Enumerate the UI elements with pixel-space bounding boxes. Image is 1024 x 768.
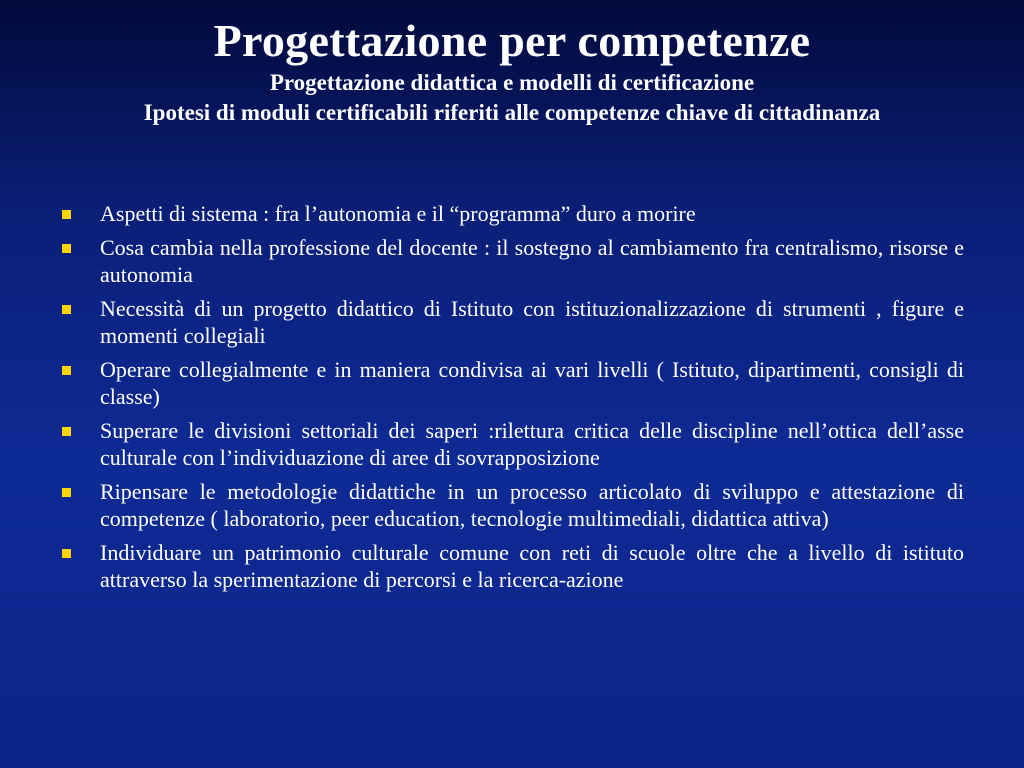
bullet-text: Ripensare le metodologie didattiche in un processo articolato di sviluppo e attestazione di competenze ( laboratorio, peer education, tecnologie multimediali, didattica attiva) <box>100 479 964 531</box>
square-bullet-icon <box>62 210 76 219</box>
bullet-text: Aspetti di sistema : fra l’autonomia e il “programma” duro a morire <box>100 201 696 226</box>
square-bullet-icon <box>62 305 76 314</box>
square-bullet-icon <box>62 366 76 375</box>
title-block <box>60 14 964 128</box>
bullet-text: Operare collegialmente e in maniera condivisa ai vari livelli ( Istituto, dipartimenti, consigli di classe) <box>100 357 964 409</box>
bullet-text: Superare le divisioni settoriali dei saperi :rilettura critica delle discipline nell’ottica dell’asse culturale con l’individuazione di aree di sovrapposizione <box>100 418 964 470</box>
square-bullet-icon <box>62 488 76 497</box>
square-bullet-icon <box>62 244 76 253</box>
bullet-item <box>62 295 964 349</box>
bullet-text: Cosa cambia nella professione del docente : il sostegno al cambiamento fra centralismo, risorse e autonomia <box>100 235 964 287</box>
square-bullet-icon <box>62 549 76 558</box>
slide-title: Progettazione per competenze <box>213 15 811 66</box>
bullet-text: Individuare un patrimonio culturale comune con reti di scuole oltre che a livello di istituto attraverso la sperimentazione di percorsi e la ricerca-azione <box>100 540 964 592</box>
bullet-item <box>62 234 964 288</box>
slide-subtitle-2: Ipotesi di moduli certificabili riferiti alle competenze chiave di cittadinanza <box>143 100 881 125</box>
slide-subtitle-1: Progettazione didattica e modelli di certificazione <box>269 70 755 95</box>
bullet-item <box>62 478 964 532</box>
bullet-item <box>62 356 964 410</box>
bullet-item <box>62 539 964 593</box>
bullet-text: Necessità di un progetto didattico di Istituto con istituzionalizzazione di strumenti , figure e momenti collegiali <box>100 296 964 348</box>
bullet-list <box>62 200 964 600</box>
square-bullet-icon <box>62 427 76 436</box>
bullet-item <box>62 200 964 227</box>
bullet-item <box>62 417 964 471</box>
